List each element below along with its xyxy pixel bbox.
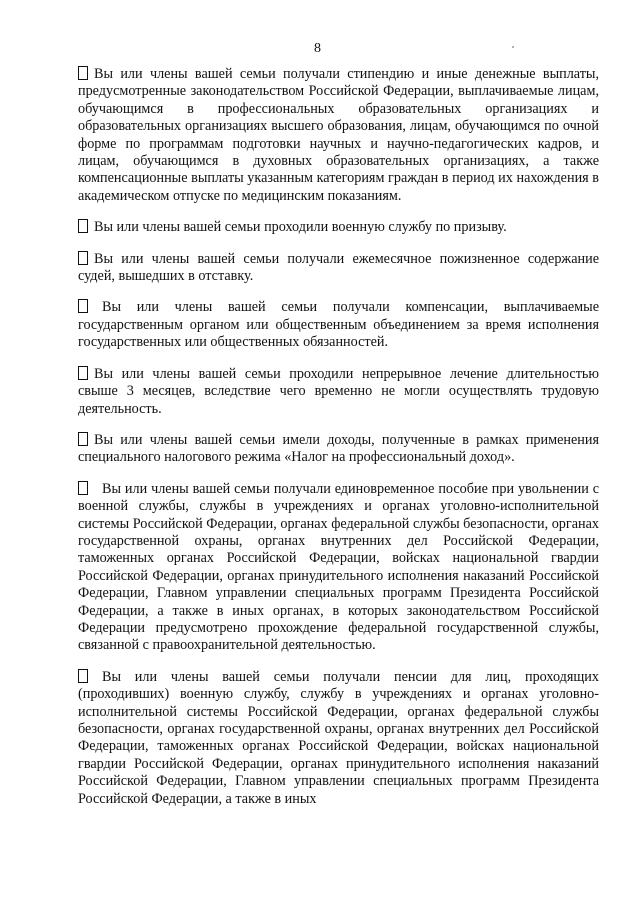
checkbox-stipend[interactable] xyxy=(78,66,88,80)
list-item-professional-income-tax xyxy=(78,432,599,467)
scan-speck xyxy=(512,46,514,48)
item-text-judges-allowance: Вы или члены вашей семьи получали ежемесячное пожизненное содержание судей, вышедших в отставку. xyxy=(78,250,599,285)
list-item-military-conscription xyxy=(78,219,599,236)
item-text-discharge-allowance: Вы или члены вашей семьи получали единовременное пособие при увольнении с военной службы, службы в учреждениях и органах уголовно-исполнительной системы Российской Федерации, органах федеральной службы безопасности, органах государственной охраны, органах внутренних дел Российской Федерации, таможенных органах Российской Федерации, войсках национальной гвардии Российской Федерации, органах принудительного исполнения наказаний Российской Федерации, Главном управлении специальных программ Президента Российской Федерации, а также в иных органах, в которых законодательством Российской Федерации предусмотрено прохождение федеральной государственной службы, связанной с правоохранительной деятельностью. xyxy=(78,480,599,654)
page-number: 8 xyxy=(314,41,321,56)
item-text-military-conscription: Вы или члены вашей семьи проходили военную службу по призыву. xyxy=(94,219,507,236)
item-text-professional-income-tax: Вы или члены вашей семьи имели доходы, полученные в рамках применения специального налогового режима «Налог на профессиональный доход». xyxy=(78,431,599,466)
list-item-stipend xyxy=(78,66,599,205)
item-text-compensation: Вы или члены вашей семьи получали компенсации, выплачиваемые государственным органом или общественным объединением за время исполнения государственных или общественных обязанностей. xyxy=(78,299,599,351)
item-text-treatment: Вы или члены вашей семьи проходили непрерывное лечение длительностью свыше 3 месяцев, вследствие чего временно не могли осуществлять трудовую деятельность. xyxy=(78,365,599,417)
list-item-discharge-allowance xyxy=(78,481,599,655)
item-text-stipend: Вы или члены вашей семьи получали стипендию и иные денежные выплаты, предусмотренные законодательством Российской Федерации, выплачиваемые лицам, обучающимся в профессиональных образовательных организациях и образовательных организациях высшего образования, лицам, обучающимся по очной форме по программам подготовки научных и научно-педагогических кадров, и лицам, обучающимся в духовных образовательных организациях, а также компенсационные выплаты указанным категориям граждан в период их нахождения в академическом отпуске по медицинским показаниям. xyxy=(78,66,599,204)
checkbox-compensation[interactable] xyxy=(78,299,88,313)
checkbox-military-conscription[interactable] xyxy=(78,219,88,233)
list-item-compensation xyxy=(78,299,599,351)
list-item-service-pension xyxy=(78,669,599,808)
checkbox-list xyxy=(78,66,599,808)
checkbox-judges-allowance[interactable] xyxy=(78,251,88,265)
checkbox-service-pension[interactable] xyxy=(78,669,88,683)
checkbox-discharge-allowance[interactable] xyxy=(78,481,88,495)
checkbox-treatment[interactable] xyxy=(78,366,88,380)
list-item-treatment xyxy=(78,366,599,418)
item-text-service-pension: Вы или члены вашей семьи получали пенсии для лиц, проходящих (проходивших) военную службу, службу в учреждениях и органах уголовно-исполнительной системы Российской Федерации, органах федеральной службы безопасности, органах государственной охраны, органах внутренних дел Российской Федерации, таможенных органах Российской Федерации, войсках национальной гвардии Российской Федерации, органах принудительного исполнения наказаний Российской Федерации, Главном управлении специальных программ Президента Российской Федерации, а также в иных xyxy=(78,668,599,807)
checkbox-professional-income-tax[interactable] xyxy=(78,432,88,446)
list-item-judges-allowance xyxy=(78,251,599,286)
